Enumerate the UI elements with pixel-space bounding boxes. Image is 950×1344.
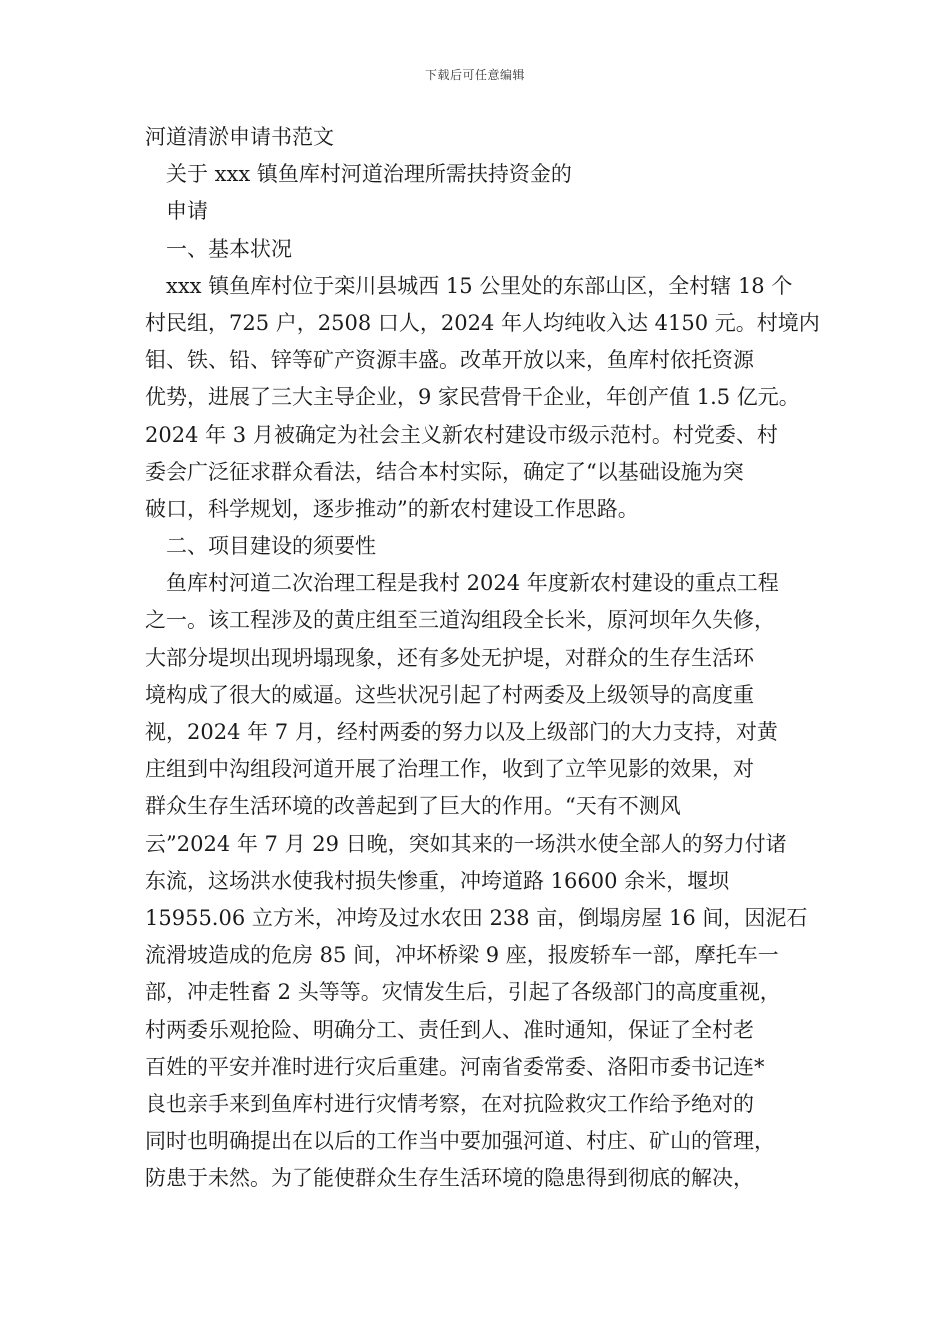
section2-line: 视，2024 年 7 月，经村两委的努力以及上级部门的大力支持，对黄 <box>145 720 778 744</box>
section2-line: 大部分堤坝出现坍塌现象，还有多处无护堤，对群众的生存生活环 <box>145 645 754 670</box>
section1-line: 破口，科学规划，逐步推动”的新农村建设工作思路。 <box>145 496 639 521</box>
section1-line: xxx 镇鱼库村位于栾川县城西 15 公里处的东部山区，全村辖 18 个 <box>166 273 793 298</box>
section1-line: 2024 年 3 月被确定为社会主义新农村建设市级示范村。村党委、村 <box>145 422 778 447</box>
section2-line: 良也亲手来到鱼库村进行灾情考察，在对抗险救灾工作给予绝对的 <box>145 1091 754 1116</box>
section2-line: 百姓的平安并准时进行灾后重建。河南省委常委、洛阳市委书记连* <box>145 1054 765 1079</box>
section1-line: 委会广泛征求群众看法，结合本村实际，确定了“以基础设施为突 <box>145 459 744 484</box>
section1-line: 钼、铁、铅、锌等矿产资源丰盛。改革开放以来，鱼库村依托资源 <box>145 348 754 373</box>
section2-line: 东流，这场洪水使我村损失惨重，冲垮道路 16600 余米，堰坝 <box>145 868 730 893</box>
section2-line: 境构成了很大的威逼。这些状况引起了村两委及上级领导的高度重 <box>145 682 754 707</box>
section2-line: 流滑坡造成的危房 85 间，冲坏桥梁 9 座，报废轿车一部，摩托车一 <box>145 943 779 968</box>
section2-line: 鱼库村河道二次治理工程是我村 2024 年度新农村建设的重点工程 <box>166 571 779 596</box>
section2-line: 部，冲走牲畜 2 头等等。灾情发生后，引起了各级部门的高度重视， <box>145 980 781 1005</box>
section1-heading: 一、基本状况 <box>166 236 292 261</box>
section2-line: 群众生存生活环境的改善起到了巨大的作用。“天有不测风 <box>145 794 681 819</box>
section1-line: 优势，进展了三大主导企业，9 家民营骨干企业，年创产值 1.5 亿元。 <box>145 385 800 410</box>
document-title: 河道清淤申请书范文 <box>145 125 334 149</box>
section2-line: 防患于未然。为了能使群众生存生活环境的隐患得到彻底的解决， <box>145 1166 754 1191</box>
section1-line: 村民组，725 户，2508 口人，2024 年人均纯收入达 4150 元。村境内 <box>145 310 820 335</box>
section2-line: 庄组到中沟组段河道开展了治理工作，收到了立竿见影的效果，对 <box>145 757 754 782</box>
section2-line: 同时也明确提出在以后的工作当中要加强河道、村庄、矿山的管理， <box>145 1129 775 1154</box>
subtitle-line-2: 申请 <box>166 199 208 224</box>
section2-line: 村两委乐观抢险、明确分工、责任到人、准时通知，保证了全村老 <box>145 1017 754 1042</box>
section2-line: 之一。该工程涉及的黄庄组至三道沟组段全长米，原河坝年久失修， <box>145 608 775 633</box>
section2-heading: 二、项目建设的须要性 <box>166 534 376 559</box>
section2-line: 云”2024 年 7 月 29 日晚，突如其来的一场洪水使全部人的努力付诸 <box>145 831 787 856</box>
document-body <box>145 119 827 1197</box>
section2-line: 15955.06 立方米，冲垮及过水农田 238 亩，倒塌房屋 16 间，因泥石 <box>145 905 808 930</box>
subtitle-line-1: 关于 xxx 镇鱼库村河道治理所需扶持资金的 <box>166 162 572 187</box>
header-note: 下载后可任意编辑 <box>424 68 525 82</box>
